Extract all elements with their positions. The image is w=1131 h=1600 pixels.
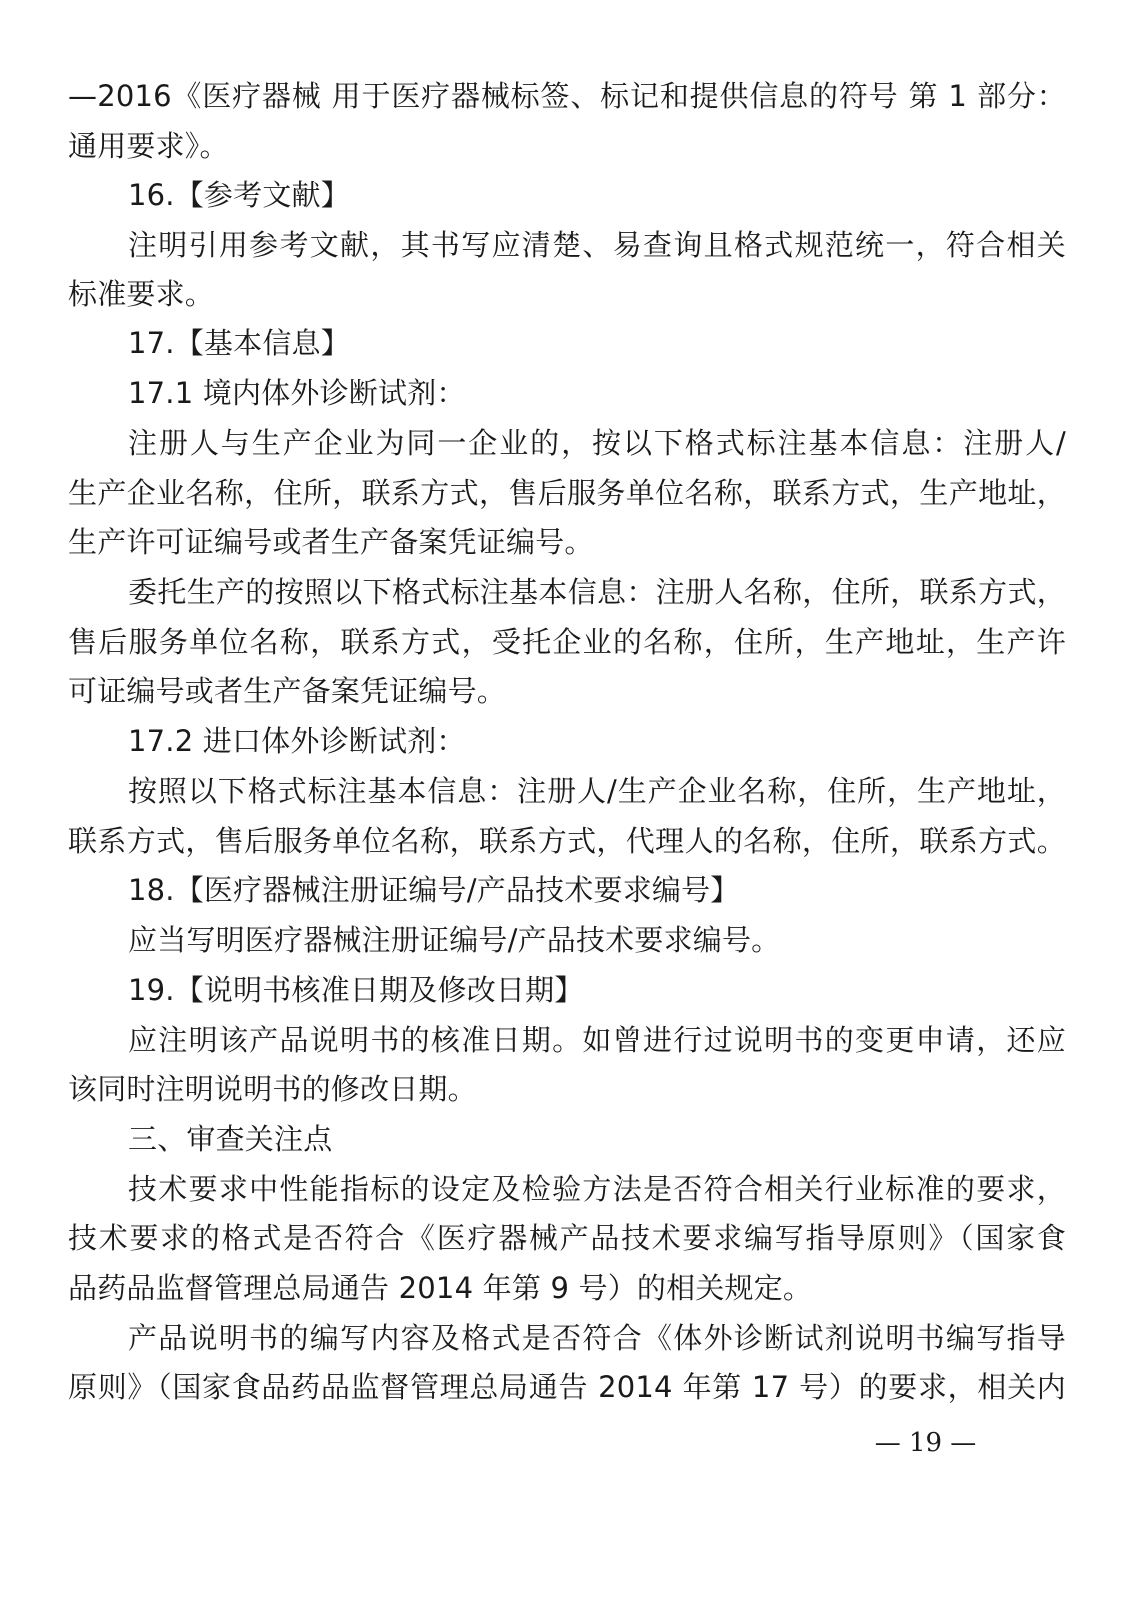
page-number: — 19 —	[874, 1428, 977, 1458]
text-line: 按照以下格式标注基本信息：注册人/生产企业名称，住所，生产地址，	[128, 774, 1066, 808]
text-line: 标准要求。	[68, 277, 215, 311]
subsection-heading: 17.2 进口体外诊断试剂：	[128, 724, 466, 758]
text-line: 原则》（国家食品药品监督管理总局通告 2014 年第 17 号）的要求，相关内	[68, 1370, 1066, 1404]
text-line: 联系方式，售后服务单位名称，联系方式，代理人的名称，住所，联系方式。	[68, 824, 1066, 858]
text-line: 应注明该产品说明书的核准日期。如曾进行过说明书的变更申请，还应	[128, 1023, 1066, 1057]
section-heading: 三、审查关注点	[128, 1122, 333, 1156]
text-line: 售后服务单位名称，联系方式，受托企业的名称，住所，生产地址，生产许	[68, 625, 1066, 659]
text-line: 通用要求》。	[68, 129, 229, 163]
section-heading: 18.【医疗器械注册证编号/产品技术要求编号】	[128, 873, 740, 907]
text-line: 生产企业名称，住所，联系方式，售后服务单位名称，联系方式，生产地址，	[68, 476, 1066, 510]
section-heading: 16.【参考文献】	[128, 178, 350, 212]
section-heading: 17.【基本信息】	[128, 326, 350, 360]
text-line: —2016《医疗器械 用于医疗器械标签、标记和提供信息的符号 第 1 部分：	[68, 79, 1066, 113]
text-line: 注明引用参考文献，其书写应清楚、易查询且格式规范统一，符合相关	[128, 228, 1066, 262]
text-line: 该同时注明说明书的修改日期。	[68, 1072, 477, 1106]
text-line: 品药品监督管理总局通告 2014 年第 9 号）的相关规定。	[68, 1271, 813, 1305]
text-line: 可证编号或者生产备案凭证编号。	[68, 674, 507, 708]
text-line: 技术要求中性能指标的设定及检验方法是否符合相关行业标准的要求，	[128, 1172, 1066, 1206]
text-line: 委托生产的按照以下格式标注基本信息：注册人名称，住所，联系方式，	[128, 575, 1066, 609]
subsection-heading: 17.1 境内体外诊断试剂：	[128, 376, 466, 410]
text-line: 注册人与生产企业为同一企业的，按以下格式标注基本信息：注册人/	[128, 426, 1066, 460]
text-line: 应当写明医疗器械注册证编号/产品技术要求编号。	[128, 923, 781, 957]
text-line: 技术要求的格式是否符合《医疗器械产品技术要求编写指导原则》（国家食	[68, 1221, 1066, 1255]
text-line: 产品说明书的编写内容及格式是否符合《体外诊断试剂说明书编写指导	[128, 1321, 1066, 1355]
text-line: 生产许可证编号或者生产备案凭证编号。	[68, 525, 594, 559]
section-heading: 19.【说明书核准日期及修改日期】	[128, 973, 584, 1007]
